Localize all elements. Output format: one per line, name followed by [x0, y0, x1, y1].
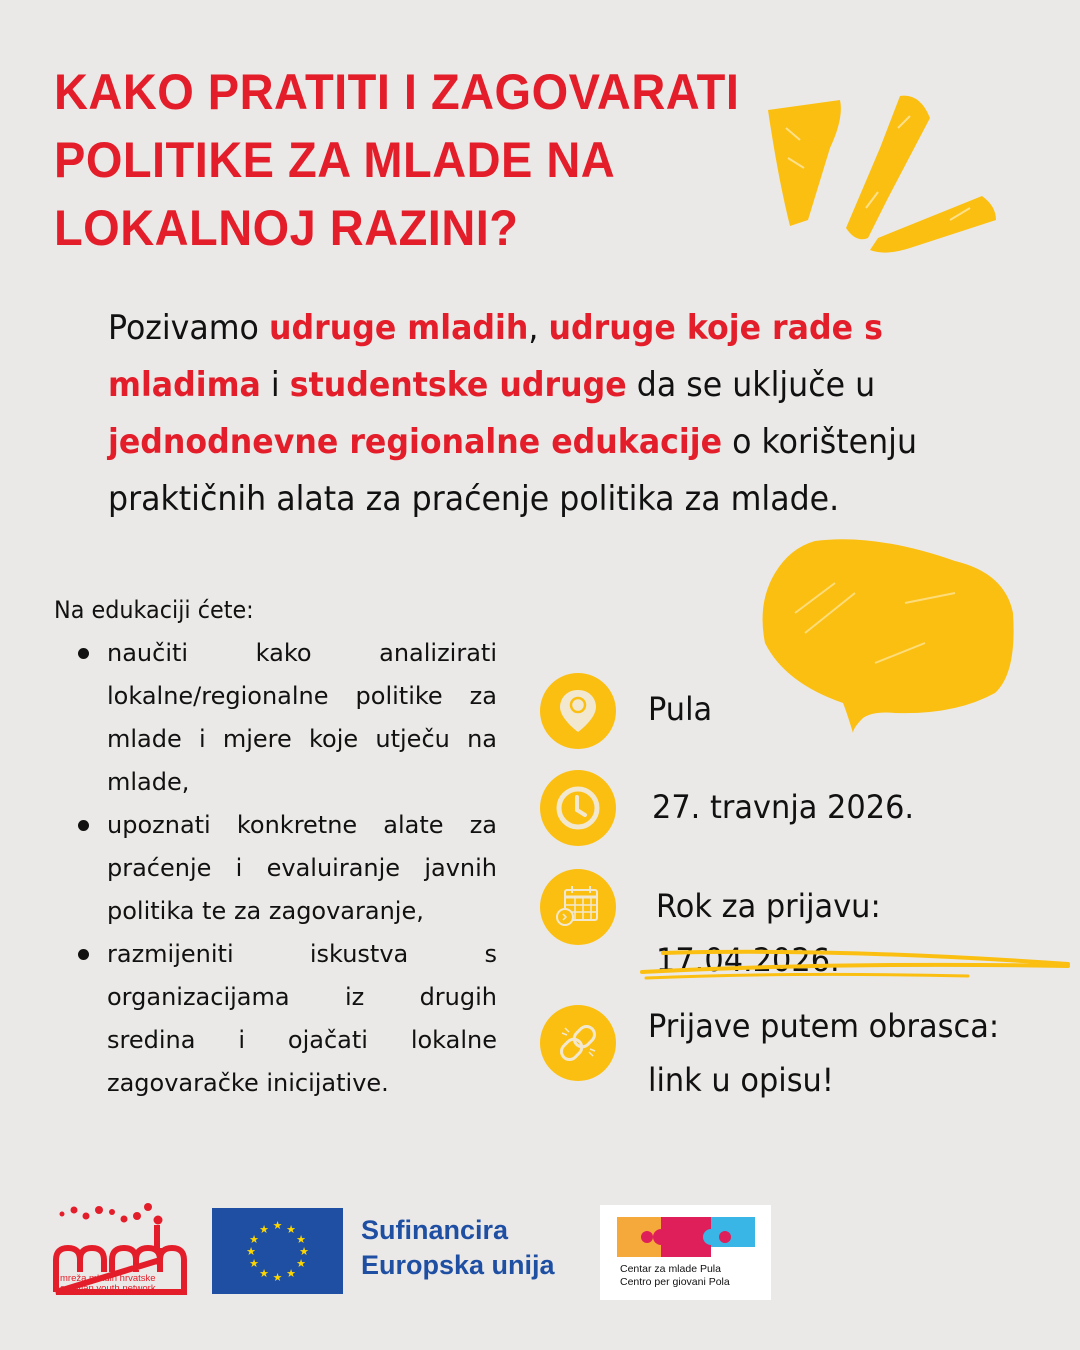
page-title — [54, 58, 768, 262]
intro-text: Pozivamo — [108, 308, 269, 348]
svg-text:★: ★ — [286, 1223, 296, 1236]
learning-list — [76, 632, 497, 1105]
signup-line-1: Prijave putem obrasca: — [648, 1007, 1000, 1045]
highlight-youth-associations: udruge mladih — [268, 308, 529, 348]
intro-text: o korištenju praktičnih alata za praćenje politika za mlade. — [108, 422, 917, 519]
eu-flag — [212, 1208, 343, 1294]
title-line-1: KAKO PRATITI I ZAGOVARATI — [54, 64, 740, 120]
list-item — [76, 632, 497, 804]
calendar-icon — [540, 869, 616, 945]
cmp-line-1: Centar za mlade Pula — [620, 1263, 721, 1275]
mmh-line-1: mreža mladih hrvatske — [60, 1273, 156, 1284]
svg-text:★: ★ — [249, 1233, 259, 1246]
cmp-logo — [600, 1205, 771, 1300]
underline-scribble-icon — [638, 942, 1078, 982]
signup-text — [648, 999, 999, 1107]
location-text: Pula — [648, 690, 713, 728]
list-item-text: razmijeniti iskustva s organizacijama iz drugih sredina i ojačati lokalne zagovaračke inicijative. — [107, 940, 497, 1097]
title-line-2: POLITIKE ZA MLADE NA — [54, 132, 616, 188]
eu-line-2: Europska unija — [361, 1250, 555, 1280]
intro-text: da se uključe u — [626, 365, 876, 405]
highlight-associations-working-with-youth: udruge koje rade s mladima — [108, 308, 883, 405]
signup-line-2[interactable]: link u opisu! — [648, 1061, 834, 1099]
speech-bubble-icon — [755, 533, 1020, 738]
svg-text:★: ★ — [259, 1267, 269, 1280]
mmh-line-2: croatian youth network — [60, 1283, 156, 1294]
list-item-text: naučiti kako analizirati lokalne/regionalne politike za mlade i mjere koje utječu na mlade, — [107, 639, 497, 796]
date-text: 27. travnja 2026. — [652, 788, 915, 826]
svg-text:★: ★ — [246, 1245, 256, 1258]
decorative-burst-icon — [760, 88, 1010, 258]
svg-text:★: ★ — [249, 1257, 259, 1270]
svg-text:★: ★ — [286, 1267, 296, 1280]
eu-funding-text — [361, 1213, 555, 1283]
svg-text:★: ★ — [272, 1271, 283, 1284]
svg-text:★: ★ — [299, 1245, 309, 1258]
svg-text:★: ★ — [259, 1223, 269, 1236]
clock-icon — [540, 770, 616, 846]
intro-text: , — [528, 308, 549, 348]
location-pin-icon — [540, 673, 616, 749]
mmh-logo — [52, 1200, 192, 1305]
cmp-line-2: Centro per giovani Pola — [620, 1276, 730, 1288]
highlight-student-associations: studentske udruge — [289, 365, 627, 405]
svg-text:★: ★ — [296, 1257, 306, 1270]
list-item-text: upoznati konkretne alate za praćenje i evaluiranje javnih politika te za zagovaranje, — [107, 811, 497, 925]
link-icon — [540, 1005, 616, 1081]
learning-lead: Na edukaciji ćete: — [54, 596, 254, 624]
list-item — [76, 804, 497, 933]
eu-stars-icon — [212, 1208, 343, 1294]
intro-text: i — [260, 365, 290, 405]
list-item — [76, 933, 497, 1105]
svg-text:★: ★ — [296, 1233, 306, 1246]
highlight-regional-education: jednodnevne regionalne edukacije — [108, 422, 723, 462]
eu-line-1: Sufinancira — [361, 1215, 509, 1245]
deadline-text: Rok za prijavu: 17.04.2026. — [656, 887, 881, 979]
intro-paragraph — [108, 300, 945, 528]
puzzle-icon — [617, 1217, 757, 1259]
svg-text:★: ★ — [272, 1219, 283, 1232]
title-line-3: LOKALNOJ RAZINI? — [54, 200, 519, 256]
